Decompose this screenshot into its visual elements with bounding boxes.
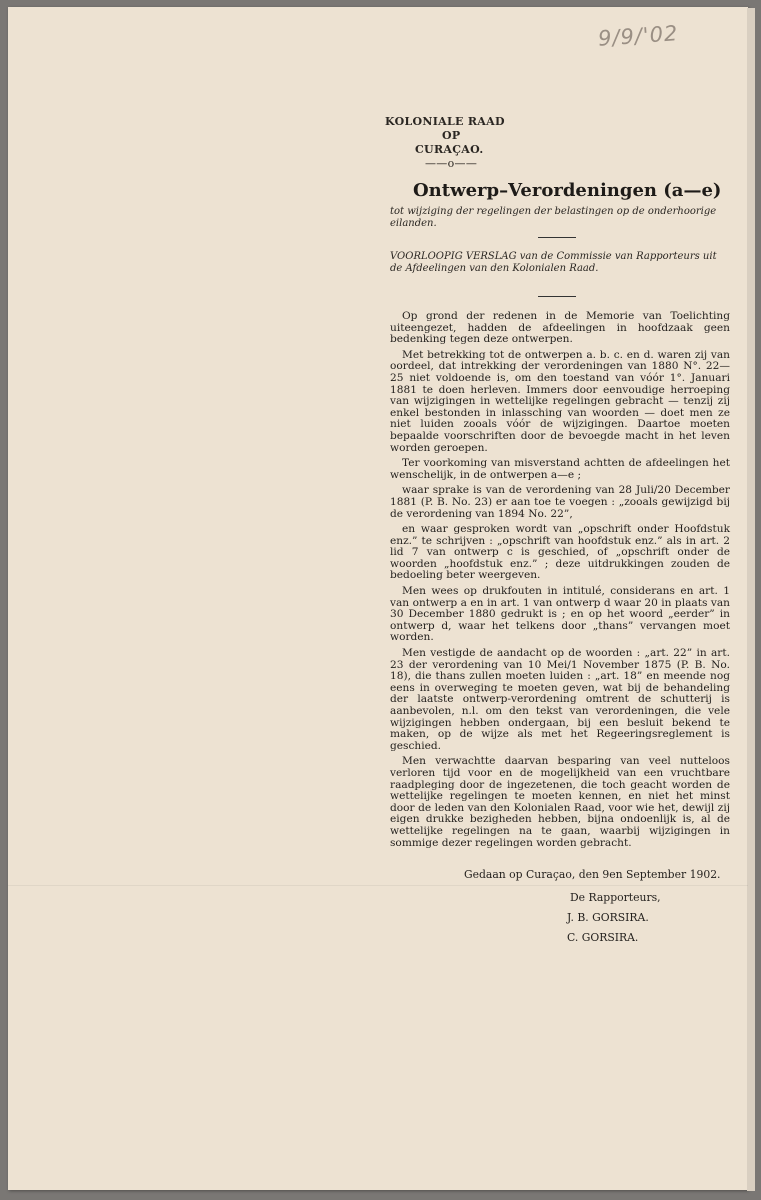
page-edge [747, 8, 755, 1191]
divider-1 [538, 237, 576, 238]
header-line-1: KOLONIALE RAAD [385, 115, 505, 128]
document-subtitle: tot wijziging der regelingen der belastingen op de onderhoorige eilanden. [390, 206, 717, 229]
paragraph: Men verwachtte daarvan besparing van veel nutteloos verloren tijd voor en de mogelijkheid van een vruchtbare raadpleging door de ingezetenen, die toch geacht worden de wettelijke regelingen te moeten kennen, en niet het minst door de leden van den Kolonialen Raad, voor wie het, dewijl zij eigen drukke bezigheden hebben, bijna ondoenlijk is, al de wettelijke regelingen na te gaan, waarbij wijzigingen in sommige dezer regelingen worden gebracht. [390, 755, 730, 849]
signature-name-2: C. GORSIRA. [567, 931, 639, 944]
paragraph: Ter voorkoming van misverstand achtten de afdeelingen het wenschelijk, in de ontwerpen a—e ; [390, 457, 730, 481]
header-line-2: OP [442, 129, 461, 142]
paragraph: en waar gesproken wordt van „opschrift onder Hoofdstuk enz.” te schrijven : „opschrift van hoofdstuk enz.” als in art. 2 lid 7 van ontwerp c is geschied, of „opschrift onder de woorden „hoofdstuk enz.” ; deze uitdrukkingen zouden de bedoeling beter weergeven. [390, 523, 730, 582]
fold-crease [8, 885, 748, 886]
report-heading: VOORLOOPIG VERSLAG van de Commissie van Rapporteurs uit de Afdeelingen van den Kolonialen Raad. [390, 251, 717, 274]
signature-name-1: J. B. GORSIRA. [567, 911, 649, 924]
paragraph: Men wees op drukfouten in intitulé, considerans en art. 1 van ontwerp a en in art. 1 van ontwerp d waar 20 in plaats van 30 December 1880 gedrukt is ; en op het woord „eerder” in ontwerp d, waar het telkens door „thans” vervangen moet worden. [390, 585, 730, 644]
closing-line: Gedaan op Curaçao, den 9en September 1902. [464, 868, 721, 881]
paragraph: Met betrekking tot de ontwerpen a. b. c. en d. waren zij van oordeel, dat intrekking der verordeningen van 1880 N°. 22—25 niet voldoende is, om den toestand van vóór 1°. Januari 1881 te doen herleven. Immers door eenvoudige herroeping van wijzigingen in wettelijke regelingen gebracht — tenzij zij enkel bestonden in inlassching van woorden — doet men ze niet luiden zooals vóór de wijzigingen. Daartoe moeten bepaalde voorschriften door de bevoegde macht in het leven worden geroepen. [390, 348, 730, 454]
document-header [385, 115, 505, 171]
document-title: Ontwerp–Verordeningen (a—e) [413, 180, 722, 201]
paragraph: Op grond der redenen in de Memorie van Toelichting uiteengezet, hadden de afdeelingen in hoofdzaak geen bedenking tegen deze ontwerpen. [390, 310, 730, 346]
handwritten-date: 9/9/'02 [597, 21, 680, 51]
header-line-3: CURAÇAO. [415, 143, 484, 156]
report-body [390, 311, 730, 853]
header-ornament: ——o—— [425, 157, 478, 170]
paragraph: waar sprake is van de verordening van 28 Juli/20 December 1881 (P. B. No. 23) er aan toe te voegen : „zooals gewijzigd bij de verordening van 1894 No. 22”, [390, 484, 730, 520]
paragraph: Men vestigde de aandacht op de woorden : „art. 22” in art. 23 der verordening van 10 Mei/1 November 1875 (P. B. No. 18), die thans zullen moeten luiden : „art. 18” en meende nog eens in overweging te moeten geven, wat bij de behandeling der laatste ontwerp-verordening omtrent de schutterij is aanbevolen, n.l. om den tekst van verordeningen, die vele wijzigingen hebben ondergaan, bij een besluit bekend te maken, op de wijze als met het Regeeringsreglement is geschied. [390, 647, 730, 752]
signatures-title: De Rapporteurs, [570, 891, 661, 904]
divider-2 [538, 296, 576, 297]
